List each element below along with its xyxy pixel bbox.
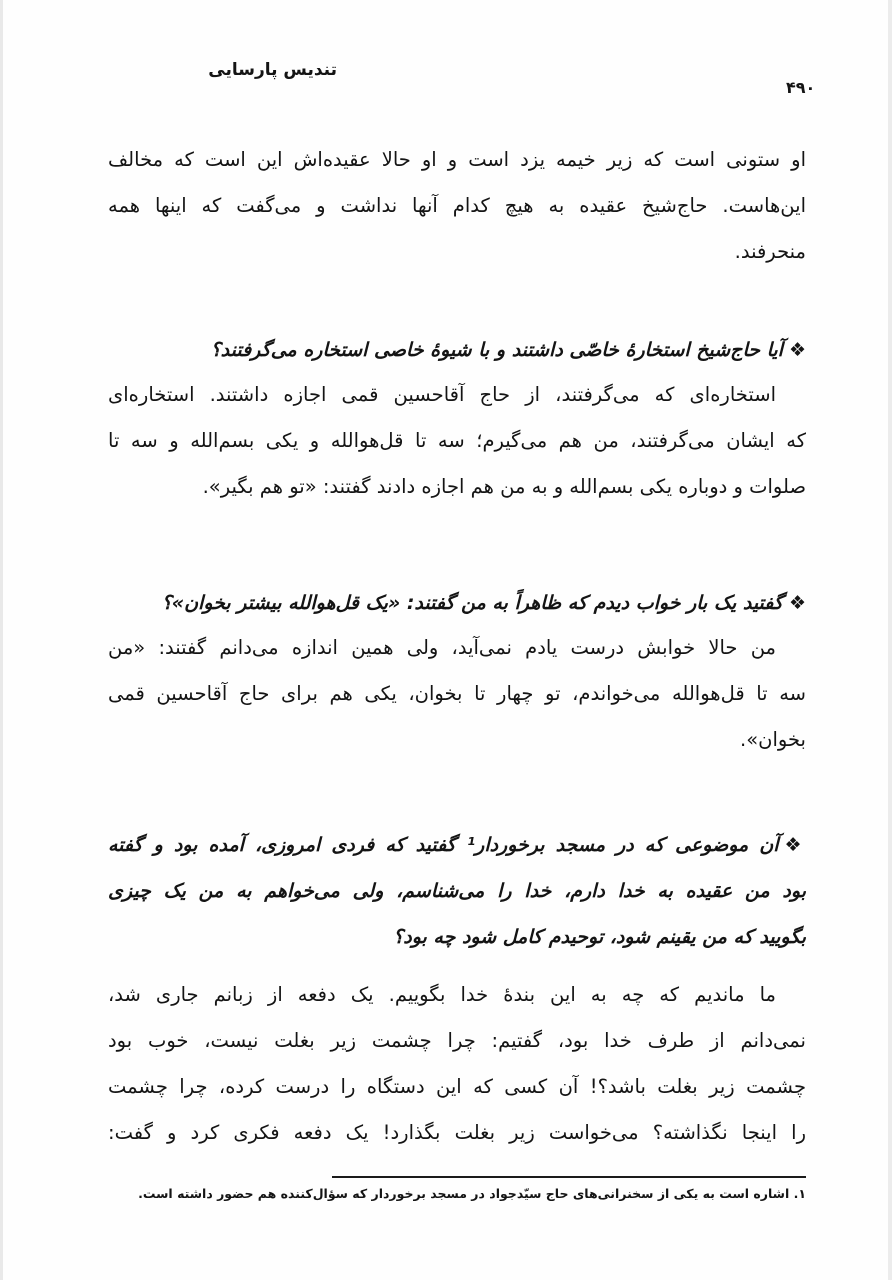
- answer-line: صلوات و دوباره یکی بسم‌الله و به من هم اجازه دادند گفتند: «تو هم بگیر».: [202, 475, 806, 498]
- question-text: گفتید یک بار خواب دیدم که ظاهراً به من گفتند: «یک قل‌هوالله بیشتر بخوان»؟: [161, 592, 783, 614]
- question-line: [108, 580, 806, 626]
- answer-2: [108, 625, 806, 763]
- question-2: [108, 580, 806, 626]
- question-text: آیا حاج‌شیخ استخارهٔ خاصّی داشتند و با شیوهٔ خاصی استخاره می‌گرفتند؟: [210, 339, 783, 361]
- answer-line: استخاره‌ای که می‌گرفتند، از حاج آقاحسین قمی اجازه داشتند. استخاره‌ای: [108, 383, 776, 406]
- answer-line: ما ماندیم که چه به این بندهٔ خدا بگوییم. یک دفعه از زبانم جاری شد،: [108, 983, 776, 1006]
- answer-line: من حالا خوابش درست یادم نمی‌آید، ولی همین اندازه می‌دانم گفتند: «من: [108, 636, 776, 659]
- answer-line: نمی‌دانم از طرف خدا بود، گفتیم: چرا چشمت زیر بغلت نیست، خوب بود: [108, 1029, 806, 1052]
- answer-3: [108, 972, 806, 1156]
- footnote-divider: [332, 1176, 806, 1178]
- paragraph-line: این‌هاست. حاج‌شیخ عقیده به هیچ کدام آنها نداشت و می‌گفت که اینها همه: [108, 194, 806, 217]
- question-line: [108, 327, 806, 373]
- scan-edge-left: [0, 0, 3, 1280]
- bullet-diamond-icon: ❖: [788, 339, 806, 361]
- paragraph-line: منحرفند.: [734, 240, 806, 263]
- bullet-diamond-icon: ❖: [784, 834, 806, 856]
- intro-paragraph: [108, 137, 806, 275]
- running-title: تندیس پارسایی: [208, 60, 337, 80]
- question-3: [108, 822, 806, 960]
- answer-line: را اینجا نگذاشته؟ می‌خواست زیر بغلت بگذارد! یک دفعه فکری کرد و گفت:: [108, 1121, 806, 1144]
- answer-line: که ایشان می‌گرفتند، من هم می‌گیرم؛ سه تا قل‌هوالله و یکی بسم‌الله و سه تا: [108, 429, 806, 452]
- question-line: [108, 822, 806, 868]
- answer-line: سه تا قل‌هوالله می‌خواندم، تو چهار تا بخوان، یکی هم برای حاج آقاحسین قمی: [108, 682, 806, 705]
- footnote: ۱. اشاره است به یکی از سخنرانی‌های حاج سیّدجواد در مسجد برخوردار که سؤال‌کننده هم حضور داشته است.: [138, 1186, 806, 1201]
- paragraph-line: او ستونی است که زیر خیمه یزد است و او حالا عقیده‌اش این است که مخالف: [108, 148, 806, 171]
- scan-edge-right: [888, 0, 892, 1280]
- answer-line: بخوان».: [740, 728, 806, 751]
- question-line: بگویید که من یقینم شود، توحیدم کامل شود چه بود؟: [393, 926, 806, 948]
- bullet-diamond-icon: ❖: [788, 592, 806, 614]
- question-1: [108, 327, 806, 373]
- answer-1: [108, 372, 806, 510]
- page-number: ۴۹۰: [786, 78, 816, 97]
- question-line: بود من عقیده به خدا دارم، خدا را می‌شناسم، ولی می‌خواهم به من یک چیزی: [108, 880, 806, 902]
- question-text: آن موضوعی که در مسجد برخوردار¹ گفتید که فردی امروزی، آمده بود و گفته: [108, 834, 779, 856]
- answer-line: چشمت زیر بغلت باشد؟! آن کسی که این دستگاه را درست کرده، چرا چشمت: [108, 1075, 806, 1098]
